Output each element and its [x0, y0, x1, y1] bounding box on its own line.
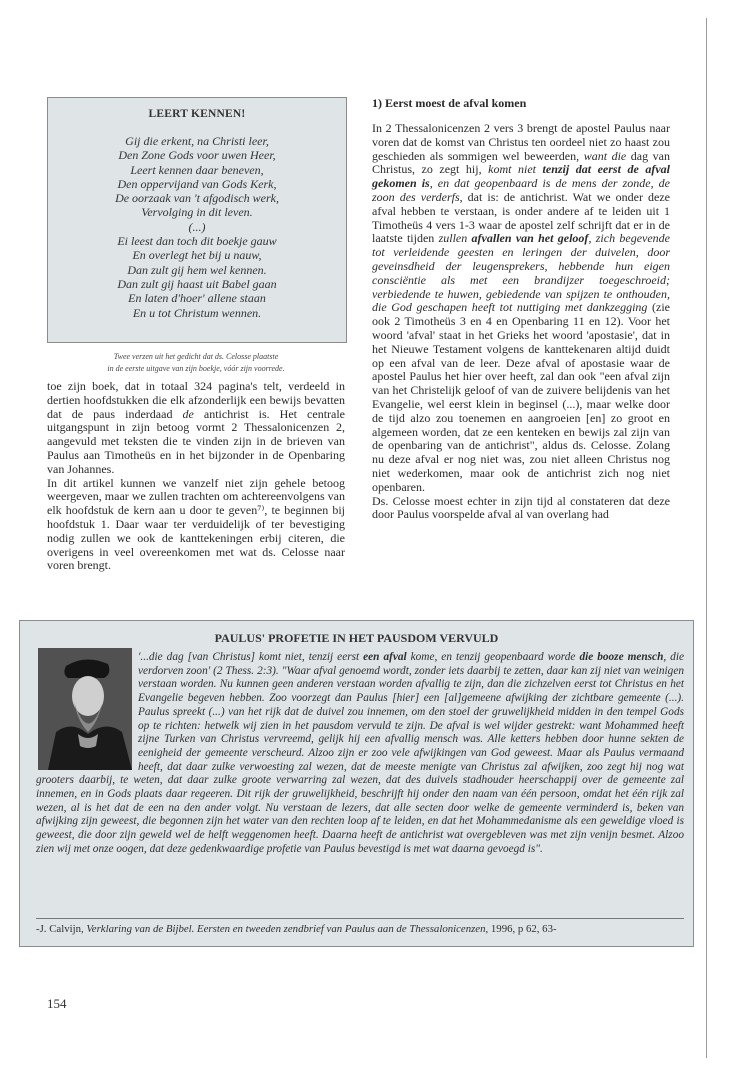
page-number: 154 — [47, 996, 67, 1011]
poem-lines — [48, 134, 346, 320]
quote-title: PAULUS' PROFETIE IN HET PAUSDOM VERVULD — [214, 631, 499, 645]
quote-text: '...die dag [van Christus] komt niet, tenzij eerst een afval kome, en tenzij geopenbaard worde die booze mensch, die verdorven zoon' (2 Thess. 2:3). "Waar afval genoemd wordt, zonder iets daarbij te zetten, daar kan zij niet van weinigen verstaan worden. Nu kunnen geen anderen verstaan worden afvallig te zijn, dan die zichzelven eerst tot Christus en het Evangelie begeven hebben. Zoo voorzegt dan Paulus [hier] een [al]gemeene afwijking der zichtbare gemeente (...). Paulus spreekt (...) van het rijk dat de duivel zou innemen, om den stoel der gruwelijkheid midden in den tempel Gods op te richten: hetwelk wij zien in het pausdom vervuld te zijn. De afval is wel wijder gestrekt: want Mohammed heeft zijne Turken van Christus vervreemd, gelijk hij een afvallig mensch was. Alle ketters hebben door hunne sekten de eenigheid der gemeente verscheurd. Alzoo zijn er zoo vele afwijkingen van God geweest. Maar als Paulus vermaand heeft, dat daar zulke verwoesting zal wezen, dat de meeste menigte van Christus zal afwijken, zoo zegt hij nog wat grooters daarbij, te weten, dat daar zulke groote verwarring zal wezen, dat des duivels stadhouder heerschappij over de gemeente zal innemen, en in Gods plaats daar regeeren. Dit rijk der gruwelijkheid, beschrijft hij onder den naam van één persoon, omdat het één rijk zal wezen, al is het dat de een na den ander volgt. Nu verstaan de lezers, dat alle secten door welke de gemeente verminderd is, beken van afwijking zijn geweest, die begonnen zijn het water van den rechten loop af te leiden, en dat het Mohammedanisme als een geweldige vloed is geweest, die door zijn geweld wel de helft weggenomen heeft. Daarna heeft de antichrist wat overgebleven was met zijn venijn besmet. Alzoo zien wij met onze oogen, dat deze gedenkwaardige profetie van Paulus bevestigd is met wat daarna gevoegd is". — [36, 651, 684, 855]
right-paragraph-1: In 2 Thessalonicenzen 2 vers 3 brengt de apostel Paulus naar voren dat de komst van Christus ten oordeel niet zo haast zou geschieden als sommigen wel beweerden, want die dag van Christus, zo zegt hij, komt niet tenzij dat eerst de afval gekomen is, en dat geopenbaard is de mens der zonde, de zoon des verderfs, dat is: de antichrist. Wat we onder deze afval hebben te verstaan, is onder andere af te leiden uit 1 Timotheüs 4 vers 1-3 waar de apostel zelf schrijft dat er in de laatste tijden zullen afvallen van het geloof, zich begevende tot verleidende geesten en leringen der duivelen, door geveinsdheid der leugensprekers, hebbende hun eigen consciëntie als met een brandijzer toegeschroeid; verbiedende te huwen, gebiedende van spijzen te onthouden, die God geschapen heeft tot nuttiging met dankzegging (zie ook 2 Timotheüs 3 en 4 en Openbaring 11 en 12). Voor het woord 'afval' staat in het Grieks het woord 'apostasie', dat in het Nieuwe Testament volgens de kanttekenaren altijd duidt op een afval van de leer. Deze afval of apostasie waar de apostel Paulus het hier over heeft, zal dan ook "een afval zijn van het Christelijk geloof of van de zuivere belijdenis van het Evangelie, wel eerst klein in beginsel (...), maar welke door de tijd alzo zou toenemen en aangroeien [en] zo groot en algemeen worden, dat ze een kenteken en bewijs zal zijn van de openbaring van de antichrist", aldus ds. Celosse. Zolang nu deze afval er nog niet was, zou niet alleen Christus nog niet wederkomen, maar ook de antichrist zich nog niet openbaren. — [372, 121, 671, 494]
page-edge-rule — [706, 18, 707, 1058]
left-paragraph-1: toe zijn boek, dat in totaal 324 pagina's telt, verdeeld in dertien hoofdstukken die elk afzonderlijk een bewijs bevatten dat de paus inderdaad de antichrist is. Het centrale uitgangspunt in zijn betoog vormt 2 Thessalonicenzen 2, aangevuld met teksten die te vinden zijn in de brieven van Paulus aan Timotheüs en in het bijzonder in de Openbaring van Johannes. — [47, 379, 346, 476]
quote-box — [19, 620, 694, 947]
poem-line: Den oppervijand van Gods Kerk, — [117, 176, 277, 191]
left-paragraph-2: In dit artikel kunnen we vanzelf niet zijn gehele betoog weergeven, maar we zullen trachten om achtereenvolgens van elk hoofdstuk de kern aan u door te geven⁷⁾, te beginnen bij hoofdstuk 1. Daar waar ter verduidelijk of ter bevestiging nodig zullen we ook de kanttekeningen erbij citeren, die overigens in veel overeenkomen met wat ds. Celosse naar voren brengt. — [47, 475, 345, 573]
citation-divider — [36, 918, 684, 919]
poem-box — [47, 97, 347, 343]
poem-line: En u tot Christum wennen. — [132, 305, 262, 320]
right-column — [372, 122, 670, 522]
poem-line: Ei leest dan toch dit boekje gauw — [117, 234, 277, 249]
poem-line: De oorzaak van 't afgodisch werk, — [115, 191, 279, 206]
quote-citation: -J. Calvijn, Verklaring van de Bijbel. Eersten en tweeden zendbrief van Paulus aan de Thessalonicenzen, 1996, p 62, 63- — [36, 923, 557, 935]
left-column — [47, 380, 345, 573]
right-paragraph-2: Ds. Celosse moest echter in zijn tijd al constateren dat deze door Paulus voorspelde afval al van overlang had — [372, 493, 670, 522]
poem-line: Den Zone Gods voor uwen Heer, — [118, 148, 276, 163]
caption-line: in de eerste uitgave van zijn boekje, vóór zijn voorrede. — [107, 364, 285, 373]
poem-caption — [47, 351, 345, 375]
poem-line: En laten d'hoer' allene staan — [128, 291, 266, 306]
caption-line: Twee verzen uit het gedicht dat ds. Celosse plaatste — [113, 352, 279, 361]
poem-line: Gij die erkent, na Christi leer, — [125, 134, 269, 148]
section-heading: 1) Eerst moest de afval komen — [372, 96, 527, 110]
poem-line: En overlegt het bij u nauw, — [132, 248, 262, 263]
poem-line: Leert kennen daar beneven, — [130, 162, 264, 177]
poem-line: (...) — [188, 219, 206, 234]
poem-line: Dan zult gij hem wel kennen. — [127, 262, 267, 277]
poem-title: LEERT KENNEN! — [148, 108, 246, 120]
poem-line: Dan zult gij haast uit Babel gaan — [117, 276, 277, 291]
poem-line: Vervolging in dit leven. — [141, 205, 253, 220]
